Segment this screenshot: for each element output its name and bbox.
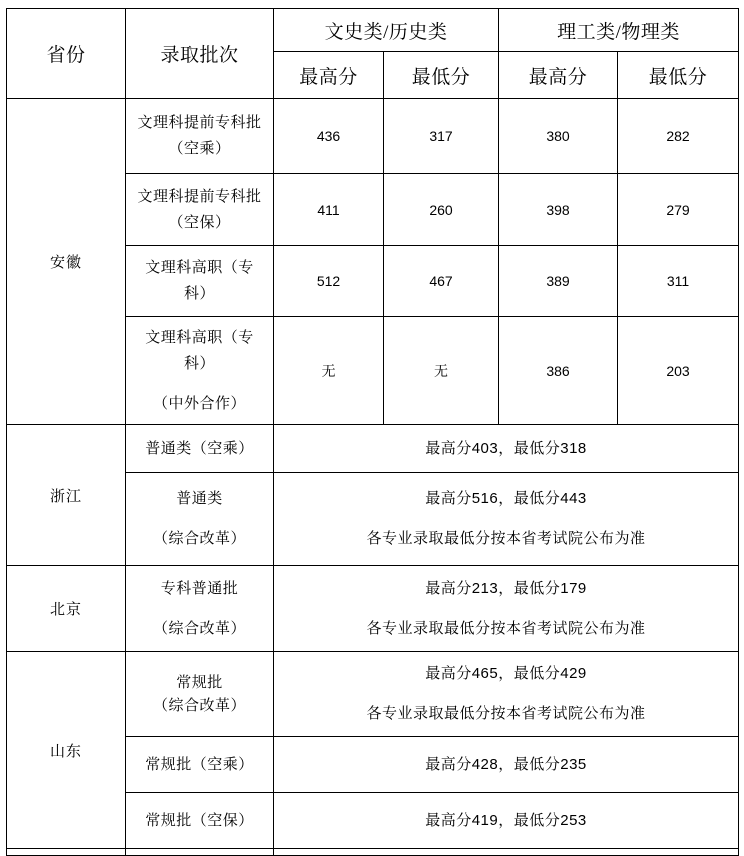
score-cell-wen-low: 467 <box>384 246 499 317</box>
score-cell-wen-low: 317 <box>384 99 499 174</box>
province-cell-shandong: 山东 <box>7 652 126 849</box>
admission-score-table <box>6 8 739 856</box>
batch-line: 常规批（空保） <box>145 811 254 829</box>
score-cell-wen-high: 436 <box>274 99 384 174</box>
merged-score-line: 最高分516，最低分443 <box>425 490 587 507</box>
score-cell-wen-high: 512 <box>274 246 384 317</box>
score-cell-li-low: 282 <box>618 99 739 174</box>
batch-line: 常规批（空乘） <box>145 755 254 773</box>
batch-cell <box>126 793 274 849</box>
batch-line: 普通类（空乘） <box>145 439 254 457</box>
merged-score-line: 最高分419，最低分253 <box>425 811 587 829</box>
clipped-cell <box>7 849 126 856</box>
batch-line: （空乘） <box>168 140 231 157</box>
batch-line: 科） <box>183 285 215 302</box>
score-cell-li-high: 398 <box>499 174 618 246</box>
column-header-group-science: 理工类/物理类 <box>499 9 739 52</box>
column-header-group-liberal-arts: 文史类/历史类 <box>274 9 499 52</box>
batch-cell <box>126 99 274 174</box>
province-cell-beijing: 北京 <box>7 566 126 652</box>
score-cell-wen-low: 260 <box>384 174 499 246</box>
column-header-wen-lowest: 最低分 <box>384 52 499 99</box>
header-row-top <box>7 9 739 52</box>
table-row <box>7 652 739 737</box>
batch-line: 文理科提前专科批 <box>137 187 262 205</box>
table-row <box>7 566 739 652</box>
batch-cell <box>126 174 274 246</box>
score-cell-li-low: 279 <box>618 174 739 246</box>
batch-cell <box>126 737 274 793</box>
batch-line: 普通类 <box>176 490 223 507</box>
column-header-batch: 录取批次 <box>126 9 274 99</box>
blank-line <box>128 602 271 616</box>
table-row <box>7 425 739 473</box>
batch-cell <box>126 246 274 317</box>
merged-note-line: 各专业录取最低分按本省考试院公布为准 <box>366 530 646 547</box>
merged-score-line: 最高分465，最低分429 <box>425 665 587 682</box>
column-header-li-highest: 最高分 <box>499 52 618 99</box>
column-header-li-lowest: 最低分 <box>618 52 739 99</box>
batch-cell <box>126 473 274 566</box>
clipped-cell <box>126 849 274 856</box>
batch-line: 常规批 <box>176 674 223 691</box>
batch-line: 文理科提前专科批 <box>137 114 262 131</box>
blank-line <box>128 377 271 391</box>
batch-line: （综合改革） <box>152 530 246 547</box>
batch-line: 专科普通批 <box>160 579 239 597</box>
batch-line: 文理科高职（专 <box>145 328 254 346</box>
score-cell-wen-high: 无 <box>274 317 384 425</box>
score-cell-li-high: 380 <box>499 99 618 174</box>
merged-score-line: 最高分403，最低分318 <box>425 439 587 457</box>
batch-line: （综合改革） <box>152 697 246 714</box>
batch-line: 文理科高职（专 <box>145 259 254 276</box>
score-cell-wen-low: 无 <box>384 317 499 425</box>
score-cell-li-high: 386 <box>499 317 618 425</box>
table-header <box>7 9 739 99</box>
merged-score-note-cell <box>274 425 739 473</box>
batch-cell <box>126 566 274 652</box>
province-cell-anhui: 安徽 <box>7 99 126 425</box>
admission-score-table-container <box>6 8 738 856</box>
merged-score-note-cell <box>274 793 739 849</box>
merged-score-line: 最高分213，最低分179 <box>425 579 587 597</box>
column-header-wen-highest: 最高分 <box>274 52 384 99</box>
batch-line: 科） <box>183 354 215 372</box>
batch-line: （中外合作） <box>152 394 246 412</box>
batch-cell <box>126 652 274 737</box>
merged-note-line: 各专业录取最低分按本省考试院公布为准 <box>366 705 646 722</box>
merged-score-note-cell <box>274 652 739 737</box>
batch-cell <box>126 425 274 473</box>
batch-line: （空保） <box>168 213 231 231</box>
clipped-cell <box>274 849 739 856</box>
merged-score-note-cell <box>274 737 739 793</box>
merged-score-line: 最高分428，最低分235 <box>425 755 587 773</box>
table-row-clipped <box>7 849 739 856</box>
merged-note-line: 各专业录取最低分按本省考试院公布为准 <box>366 619 646 637</box>
score-cell-wen-high: 411 <box>274 174 384 246</box>
score-cell-li-low: 311 <box>618 246 739 317</box>
province-cell-zhejiang: 浙江 <box>7 425 126 566</box>
batch-line: （综合改革） <box>152 619 246 637</box>
batch-cell <box>126 317 274 425</box>
merged-score-note-cell <box>274 473 739 566</box>
score-cell-li-low: 203 <box>618 317 739 425</box>
table-body <box>7 99 739 856</box>
table-row <box>7 99 739 174</box>
merged-score-note-cell <box>274 566 739 652</box>
blank-line <box>128 512 271 526</box>
score-cell-li-high: 389 <box>499 246 618 317</box>
column-header-province: 省份 <box>7 9 126 99</box>
